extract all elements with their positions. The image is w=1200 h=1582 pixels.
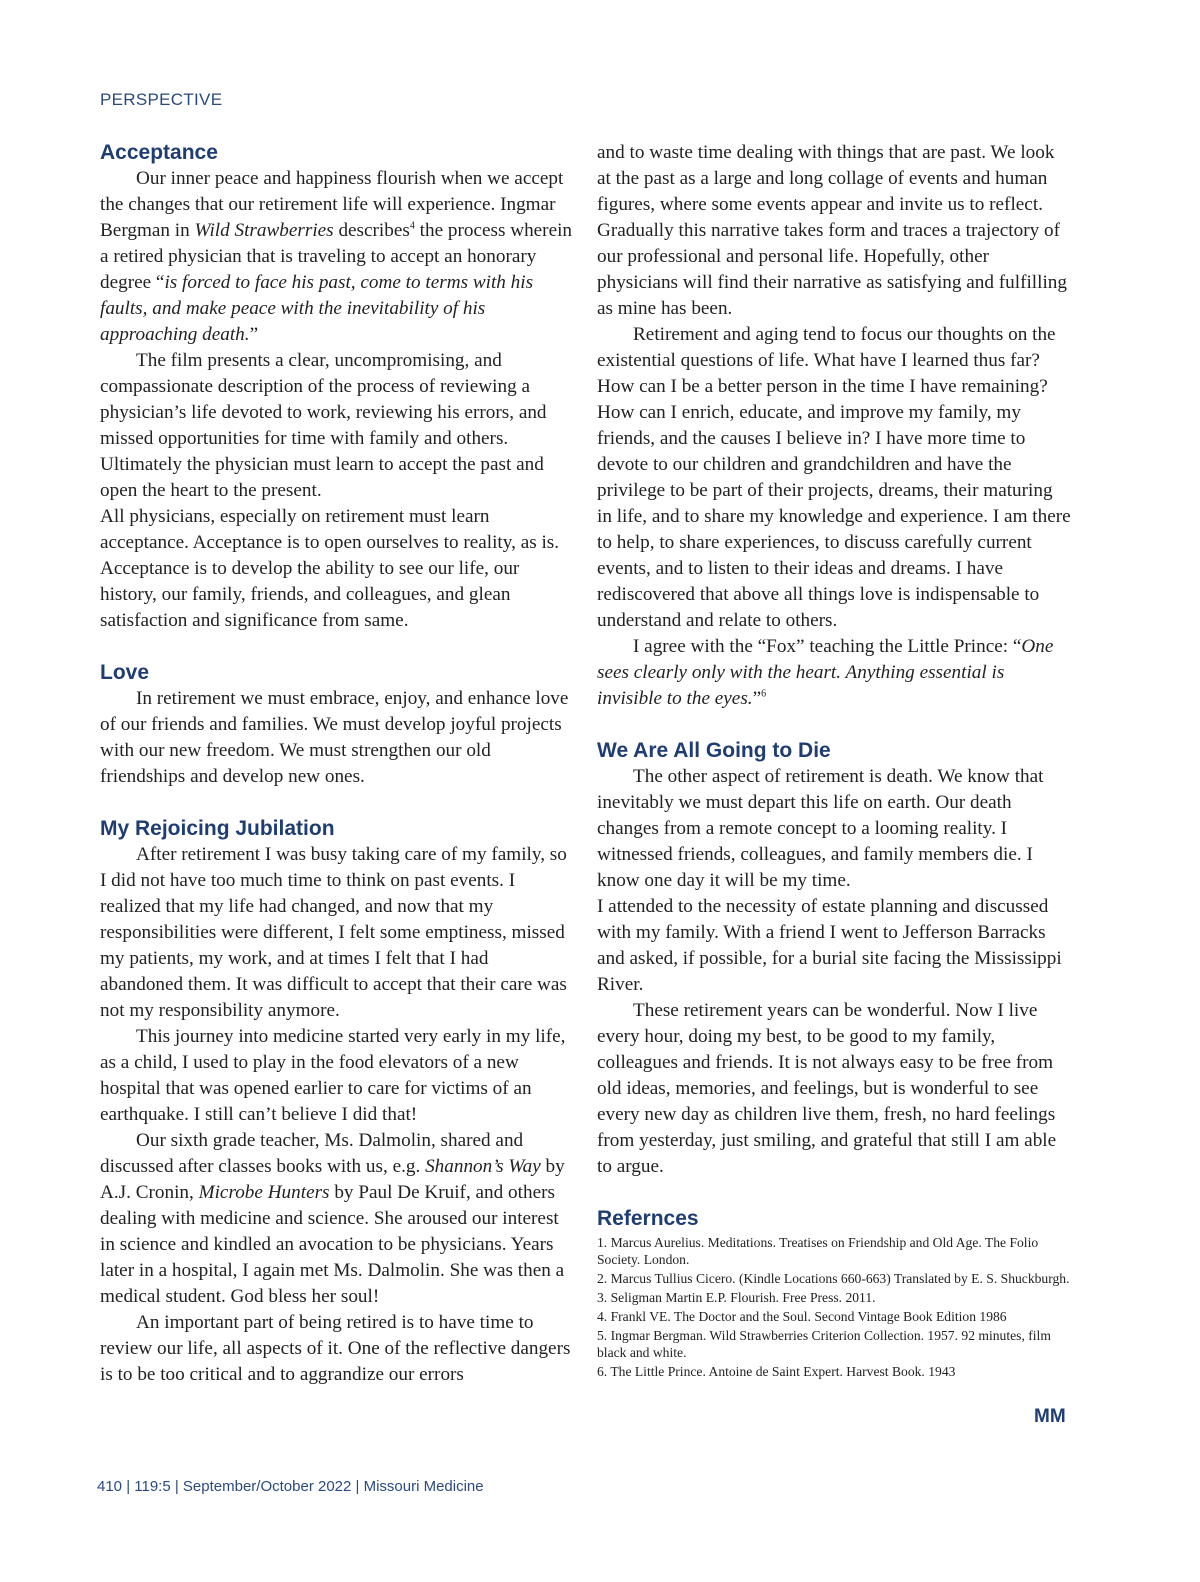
- reference-item: 4. Frankl VE. The Doctor and the Soul. Second Vintage Book Edition 1986: [597, 1309, 1007, 1324]
- love-heading: Love: [100, 661, 150, 684]
- continued-paragraph-3: I agree with the “Fox” teaching the Little Prince: “One sees clearly only with the heart. Anything essential is invisible to the eyes.”$^6$: [597, 636, 1054, 709]
- section-label: PERSPECTIVE: [100, 90, 223, 109]
- acceptance-paragraph-2: The film presents a clear, uncompromising, and compassionate description of the process of reviewing a physician’s life devoted to work, reviewing his errors, and missed opportunities for time with family and others. Ultimately the physician must learn to accept the past and open the heart to the present.: [100, 350, 547, 501]
- die-paragraph-1: The other aspect of retirement is death. We know that inevitably we must depart this life on earth. Our death changes from a remote concept to a looming reality. I witnessed friends, colleagues, and family members die. I know one day it will be my time.: [597, 766, 1044, 891]
- love-paragraph-1: In retirement we must embrace, enjoy, and enhance love of our friends and families. We must develop joyful projects with our new freedom. We must strengthen our old friendships and develop new ones.: [100, 688, 569, 787]
- film-title: Wild Strawberries: [194, 220, 334, 241]
- footnote-ref: 4: [409, 220, 415, 232]
- jubilation-paragraph-2: This journey into medicine started very early in my life, as a child, I used to play in the food elevators of a new hospital that was opened earlier to care for victims of an earthquake. I still can’t believe I did that!: [100, 1026, 566, 1125]
- reference-item: 5. Ingmar Bergman. Wild Strawberries Criterion Collection. 1957. 92 minutes, film black and white.: [597, 1328, 1051, 1360]
- acceptance-paragraph-3: All physicians, especially on retirement must learn acceptance. Acceptance is to open ourselves to reality, as is. Acceptance is to develop the ability to see our life, our history, our family, friends, and colleagues, and glean satisfaction and significance from same.: [100, 506, 560, 631]
- die-paragraph-2: I attended to the necessity of estate planning and discussed with my family. With a friend I went to Jefferson Barracks and asked, if possible, for a burial site facing the Mississippi River.: [597, 896, 1062, 995]
- references-heading: Refernces: [597, 1207, 699, 1230]
- continued-paragraph-1: and to waste time dealing with things that are past. We look at the past as a large and long collage of events and human figures, where some events appear and invite us to reflect. Gradually this narrative takes form and traces a trajectory of our professional and personal life. Hopefully, other physicians will find their narrative as satisfying and fulfilling as mine has been.: [597, 142, 1067, 319]
- page-footer: 410 | 119:5 | September/October 2022 | Missouri Medicine: [97, 1478, 484, 1495]
- jubilation-paragraph-3: Our sixth grade teacher, Ms. Dalmolin, shared and discussed after classes books with us, e.g. Shannon’s Way by A.J. Cronin, Microbe Hunters by Paul De Kruif, and others dealing with medicine and science. She aroused our interest in science and kindled an avocation to be physicians. Years later in a hospital, I again met Ms. Dalmolin. She was then a medical student. God bless her soul!: [100, 1130, 565, 1307]
- die-heading: We Are All Going to Die: [597, 739, 831, 762]
- jubilation-heading: My Rejoicing Jubilation: [100, 817, 335, 840]
- prince-quote: One sees clearly only with the heart. Anything essential is invisible to the eyes.: [597, 636, 1054, 709]
- book-title: Shannon’s Way: [425, 1156, 541, 1177]
- die-paragraph-3: These retirement years can be wonderful. Now I live every hour, doing my best, to be good to my family, colleagues and friends. It is not always easy to be free from old ideas, memories, and feelings, but is wonderful to see every new day as children live them, fresh, no hard feelings from yesterday, just smiling, and grateful that still I am able to argue.: [597, 1000, 1057, 1177]
- left-column: [100, 140, 575, 1388]
- end-mark: MM: [1034, 1406, 1066, 1427]
- footnote-ref: 6: [761, 688, 767, 700]
- jubilation-paragraph-1: After retirement I was busy taking care of my family, so I did not have too much time to think on past events. I realized that my life had changed, and now that my responsibilities were different, I felt some emptiness, missed my patients, my work, and at times I felt that I had abandoned them. It was difficult to accept that their care was not my responsibility anymore.: [100, 844, 567, 1021]
- acceptance-heading: Acceptance: [100, 141, 218, 164]
- continued-paragraph-2: Retirement and aging tend to focus our thoughts on the existential questions of life. What have I learned thus far? How can I be a better person in the time I have remaining? How can I enrich, educate, and improve my family, my friends, and the causes I believe in? I have more time to devote to our children and grandchildren and have the privilege to be part of their projects, dreams, their maturing in life, and to share my knowledge and experience. I am there to help, to share experiences, to discuss carefully current events, and to listen to their ideas and dreams. I have rediscovered that above all things love is indispensable to understand and relate to others.: [597, 324, 1071, 631]
- film-quote: is forced to face his past, come to terms with his faults, and make peace with the inevitability of his approaching death.: [100, 272, 534, 345]
- reference-item: 6. The Little Prince. Antoine de Saint Expert. Harvest Book. 1943: [597, 1364, 956, 1379]
- reference-item: 3. Seligman Martin E.P. Flourish. Free Press. 2011.: [597, 1290, 876, 1305]
- right-column: [597, 140, 1072, 1382]
- references-list: [597, 1234, 1072, 1380]
- book-title: Microbe Hunters: [198, 1182, 330, 1203]
- jubilation-paragraph-4: An important part of being retired is to have time to review our life, all aspects of it. One of the reflective dangers is to be too critical and to aggrandize our errors: [100, 1312, 571, 1385]
- reference-item: 2. Marcus Tullius Cicero. (Kindle Locations 660-663) Translated by E. S. Shuckburgh.: [597, 1271, 1070, 1286]
- reference-item: 1. Marcus Aurelius. Meditations. Treatises on Friendship and Old Age. The Folio Society. London.: [597, 1235, 1039, 1267]
- acceptance-paragraph-1: Our inner peace and happiness flourish when we accept the changes that our retirement life will experience. Ingmar Bergman in Wild Strawberries describes$^4$ the process wherein a retired physician that is traveling to accept an honorary degree “is forced to face his past, come to terms with his faults, and make peace with the inevitability of his approaching death.”: [100, 168, 573, 345]
